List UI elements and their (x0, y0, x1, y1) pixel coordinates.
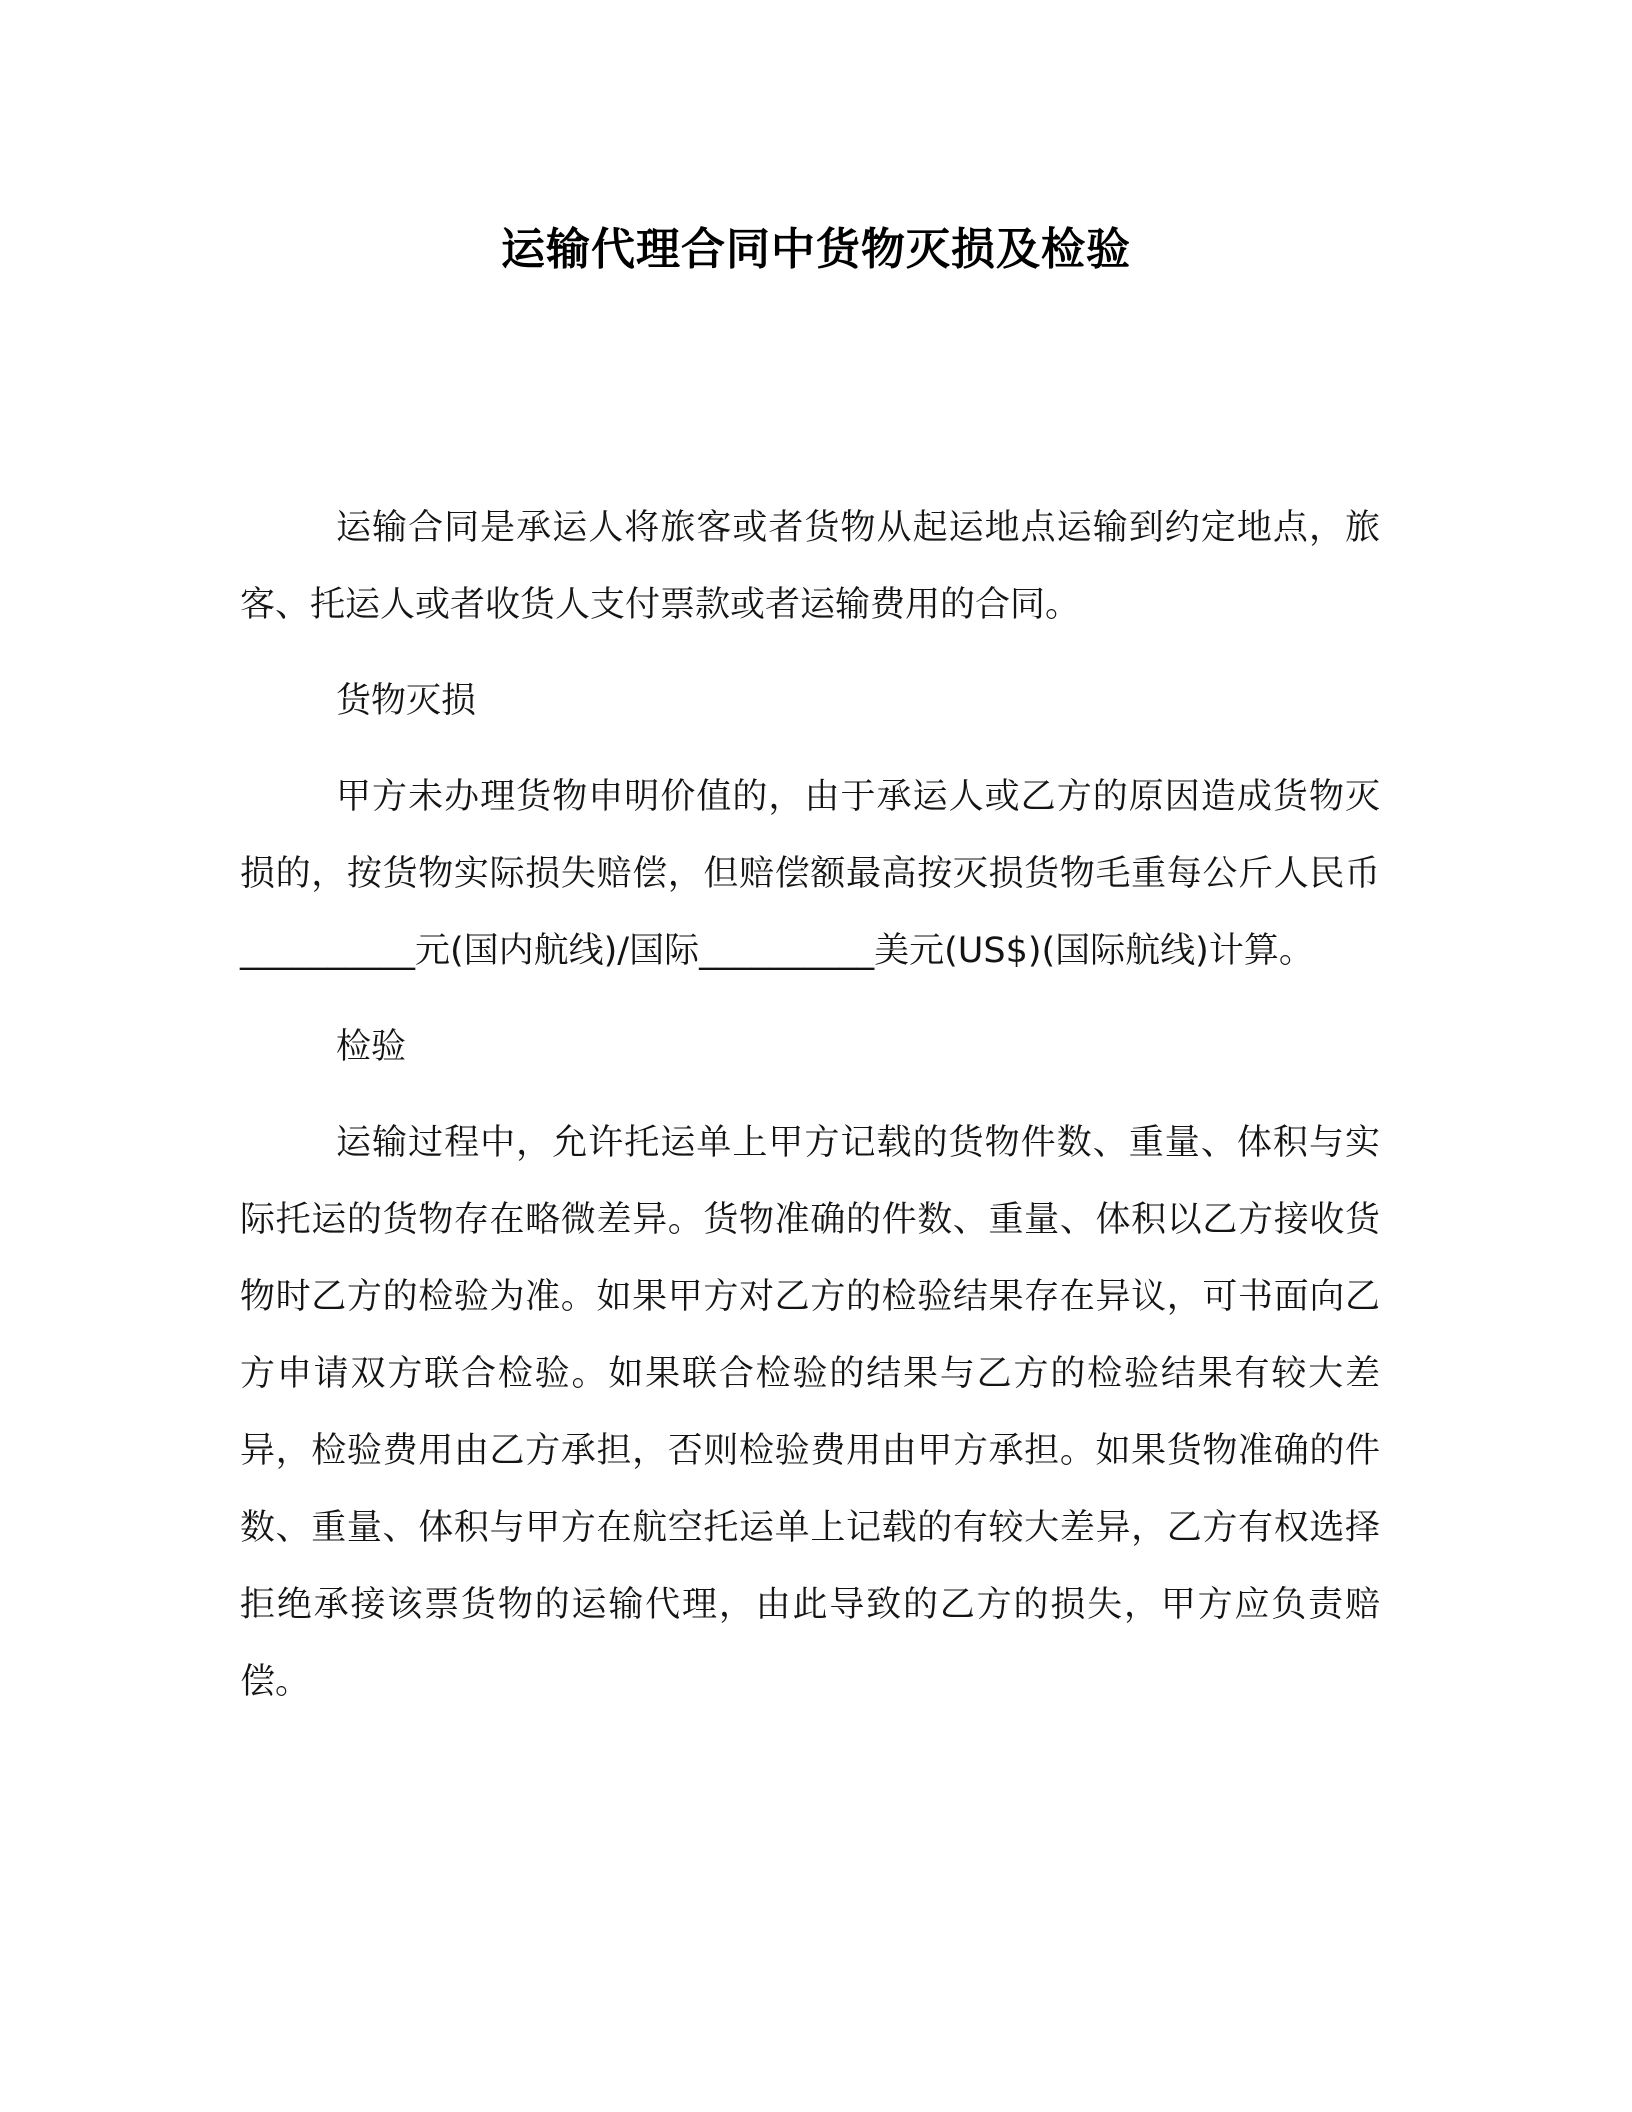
intro-paragraph: 运输合同是承运人将旅客或者货物从起运地点运输到约定地点，旅客、托运人或者收货人支付票款或者运输费用的合同。 (240, 508, 1380, 625)
domestic-amount-blank[interactable]: __________ (240, 931, 415, 971)
cargo-loss-text-part2: 元(国内航线)/国际 (415, 931, 700, 971)
international-amount-blank[interactable]: __________ (699, 931, 875, 971)
cargo-loss-text-part1: 甲方未办理货物申明价值的，由于承运人或乙方的原因造成货物灭损的，按货物实际损失赔偿，但赔偿额最高按灭损货物毛重每公斤人民币 (240, 777, 1380, 894)
cargo-loss-paragraph (240, 759, 1380, 990)
section-heading-cargo-loss: 货物灭损 (336, 681, 477, 721)
document-title: 运输代理合同中货物灭损及检验 (501, 224, 1131, 275)
document-body (240, 490, 1380, 1740)
section-heading-inspection: 检验 (336, 1027, 407, 1067)
cargo-loss-text-part3: 美元(US$)(国际航线)计算。 (874, 931, 1314, 971)
inspection-paragraph: 运输过程中，允许托运单上甲方记载的货物件数、重量、体积与实际托运的货物存在略微差异。货物准确的件数、重量、体积以乙方接收货物时乙方的检验为准。如果甲方对乙方的检验结果存在异议，可书面向乙方申请双方联合检验。如果联合检验的结果与乙方的检验结果有较大差异，检验费用由乙方承担，否则检验费用由甲方承担。如果货物准确的件数、重量、体积与甲方在航空托运单上记载的有较大差异，乙方有权选择拒绝承接该票货物的运输代理，由此导致的乙方的损失，甲方应负责赔偿。 (240, 1123, 1380, 1702)
